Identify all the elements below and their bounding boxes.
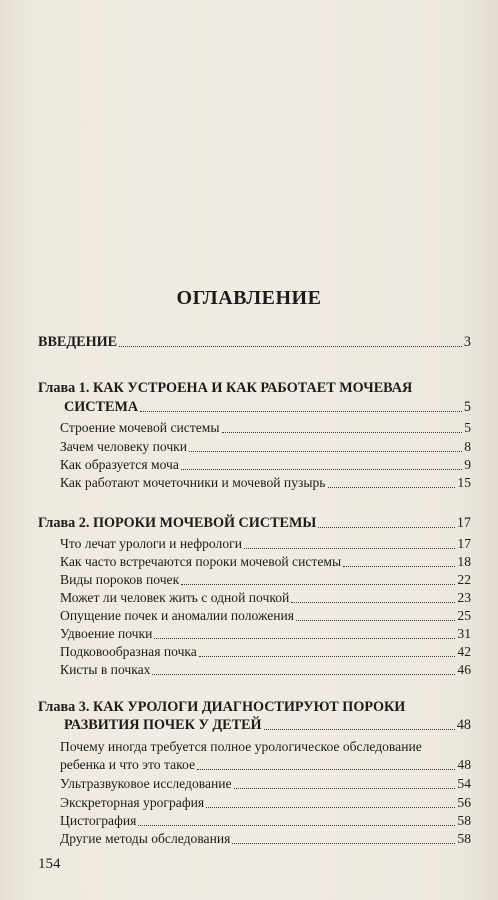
toc-entry-label: Строение мочевой системы [60, 420, 220, 435]
toc-entry-page: 48 [457, 757, 471, 772]
dot-leader [244, 548, 455, 549]
toc-entry-page: 42 [457, 644, 471, 659]
dot-leader [232, 843, 455, 844]
dot-leader [181, 469, 462, 470]
dot-leader [154, 638, 455, 639]
toc-entry-intro [38, 333, 471, 351]
dot-leader [152, 674, 455, 675]
toc-entry-label: Удвоение почки [60, 626, 153, 641]
toc-entry-page: 56 [457, 795, 471, 810]
toc-entry-label: Что лечат урологи и нефрологи [60, 536, 242, 551]
chapter-3-heading: Глава 3. КАК УРОЛОГИ ДИАГНОСТИРУЮТ ПОРОКИ [38, 699, 406, 715]
toc-entry-label: Ультразвуковое исследование [60, 776, 232, 791]
toc-entry-page: 15 [457, 475, 471, 490]
chapter-2-heading [38, 514, 471, 532]
chapter-1-heading-cont [64, 398, 471, 416]
toc-entry [60, 756, 471, 774]
toc-entry-page: 9 [464, 457, 471, 472]
toc-entry-page: 3 [463, 334, 471, 350]
page-title: ОГЛАВЛЕНИЕ [176, 287, 322, 309]
chapter-3-heading-cont [64, 716, 471, 734]
dot-leader [264, 729, 455, 730]
toc-entry-page: 23 [457, 590, 471, 605]
toc-entry-label: ребенка и что это такое [60, 757, 196, 772]
toc-entry [60, 775, 471, 793]
toc-entry-page: 5 [463, 399, 471, 415]
page-number: 154 [38, 856, 61, 872]
toc-entry-label: Как работают мочеточники и мочевой пузырь [60, 475, 326, 490]
toc-entry-label: СИСТЕМА [64, 399, 139, 415]
dot-leader [119, 346, 462, 347]
toc-entry-label: Экскреторная урография [60, 795, 205, 810]
dot-leader [197, 769, 455, 770]
dot-leader [343, 566, 455, 567]
toc-entry-label: ВВЕДЕНИЕ [38, 334, 118, 350]
toc-entry-page: 18 [457, 554, 471, 569]
toc-entry [60, 535, 471, 553]
toc-entry-label-line1: Почему иногда требуется полное урологическое обследование [60, 739, 422, 754]
toc-entry [60, 571, 471, 589]
toc-entry-page: 17 [456, 515, 471, 531]
toc-entry-page: 58 [457, 813, 471, 828]
toc-entry [60, 794, 471, 812]
toc-entry-label: Виды пороков почек [60, 572, 180, 587]
toc-entry-page: 48 [456, 717, 471, 733]
toc-entry-page: 46 [457, 662, 471, 677]
dot-leader [291, 602, 455, 603]
toc-entry [60, 643, 471, 661]
toc-entry-label: Цистография [60, 813, 137, 828]
dot-leader [181, 584, 455, 585]
toc-entry [60, 830, 471, 848]
toc-entry-label: Может ли человек жить с одной почкой [60, 590, 290, 605]
toc-entry [60, 456, 471, 474]
toc-entry [60, 812, 471, 830]
toc-entry [60, 607, 471, 625]
toc-entry-page: 54 [457, 776, 471, 791]
dot-leader [296, 620, 455, 621]
toc-entry [60, 661, 471, 679]
toc-entry-page: 58 [457, 831, 471, 846]
dot-leader [234, 788, 456, 789]
toc-entry [60, 553, 471, 571]
toc-entry-page: 5 [464, 420, 471, 435]
toc-entry-label: Как образуется моча [60, 457, 179, 472]
toc-entry-page: 25 [457, 608, 471, 623]
toc-entry-page: 17 [457, 536, 471, 551]
toc-entry-label: Как часто встречаются пороки мочевой системы [60, 554, 342, 569]
toc-entry [60, 589, 471, 607]
dot-leader [199, 656, 456, 657]
toc-entry [60, 474, 471, 492]
dot-leader [222, 432, 463, 433]
toc-entry-label: Опущение почек и аномалии положения [60, 608, 295, 623]
toc-entry-label: Подковообразная почка [60, 644, 197, 659]
toc-entry-label: Зачем человеку почки [60, 439, 188, 454]
toc-entry-label: Кисты в почках [60, 662, 151, 677]
toc-entry [60, 419, 471, 437]
toc-entry-label: Другие методы обследования [60, 831, 231, 846]
dot-leader [189, 451, 462, 452]
toc-entry [60, 625, 471, 643]
dot-leader [140, 411, 462, 412]
toc-entry-page: 31 [457, 626, 471, 641]
toc-entry [60, 438, 471, 456]
chapter-1-heading: Глава 1. КАК УСТРОЕНА И КАК РАБОТАЕТ МОЧЕВАЯ [38, 380, 413, 396]
dot-leader [318, 527, 454, 528]
toc-entry-page: 8 [464, 439, 471, 454]
toc-entry-label: РАЗВИТИЯ ПОЧЕК У ДЕТЕЙ [64, 717, 262, 733]
dot-leader [206, 807, 455, 808]
toc-entry-label: Глава 2. ПОРОКИ МОЧЕВОЙ СИСТЕМЫ [38, 515, 317, 531]
dot-leader [328, 487, 456, 488]
toc-entry-page: 22 [457, 572, 471, 587]
dot-leader [138, 825, 455, 826]
